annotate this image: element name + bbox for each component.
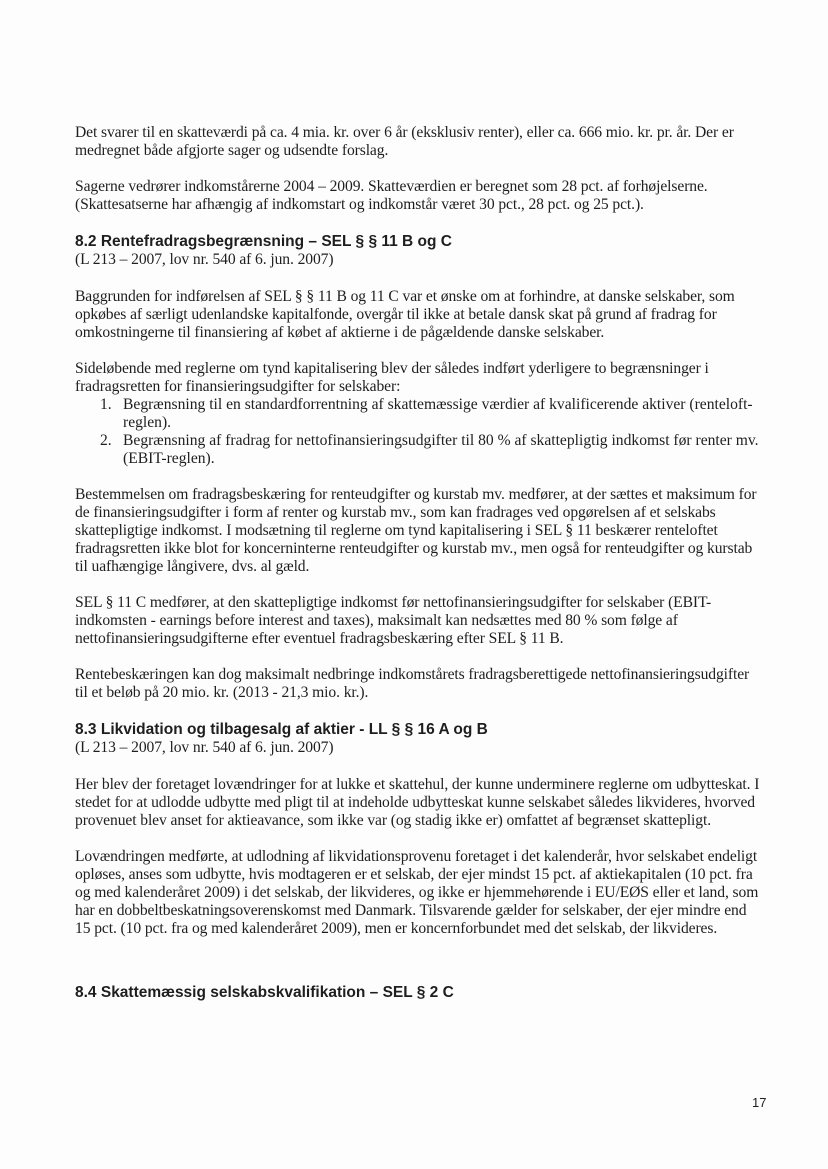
list-item <box>75 432 765 468</box>
section-8-2-heading: 8.2 Rentefradragsbegrænsning – SEL § § 11 B og C <box>75 233 452 250</box>
section-8-2-paragraph-4: SEL § 11 C medfører, at den skattepligtige indkomst før nettofinansieringsudgifter for selskaber (EBIT-indkomsten - earnings before interest and taxes), maksimalt kan nedsættes med 80 % som følge af nettofinansieringsudgifterne efter eventuel fradragsbeskæring efter SEL § 11 B. <box>75 594 712 647</box>
list-item <box>75 396 765 432</box>
page-number: 17 <box>752 1095 767 1110</box>
section-8-3-paragraph-2: Lovændringen medførte, at udlodning af likvidationsprovenu foretaget i det kalenderår, hvor selskabet endeligt opløses, anses som udbytte, hvis modtageren er et selskab, der ejer mindst 15 pct. af aktiekapitalen (10 pct. fra og med kalenderåret 2009) i det selskab, der likvideres, og ikke er hjemmehørende i EU/EØS eller et land, som har en dobbeltbeskatningsoverenskomst med Danmark. Tilsvarende gælder for selskaber, der ejer mindre end 15 pct. (10 pct. fra og med kalenderåret 2009), men er koncernforbundet med det selskab, der likvideres. <box>75 848 759 937</box>
list-item-text: Begrænsning af fradrag for nettofinansieringsudgifter til 80 % af skattepligtig indkomst før renter mv. (EBIT-reglen). <box>123 432 759 467</box>
section-8-2-subheading: (L 213 – 2007, lov nr. 540 af 6. jun. 2007) <box>75 251 334 268</box>
list-item-number: 2. <box>100 432 112 449</box>
section-8-3-paragraph-1: Her blev der foretaget lovændringer for at lukke et skattehul, der kunne underminere reglerne om udbytteskat. I stedet for at udlodde udbytte med pligt til at indeholde udbytteskat kunne selskabet således likvideres, hvorved provenuet blev anset for aktieavance, som ikke var (og stadig ikke er) omfattet af begrænset skattepligt. <box>75 776 760 829</box>
intro-paragraph-1: Det svarer til en skatteværdi på ca. 4 mia. kr. over 6 år (eksklusiv renter), eller ca. 666 mio. kr. pr. år. Der er medregnet både afgjorte sager og udsendte forslag. <box>75 124 734 159</box>
list-item-number: 1. <box>100 396 112 413</box>
section-8-2-paragraph-5: Rentebeskæringen kan dog maksimalt nedbringe indkomstårets fradragsberettigede nettofinansieringsudgifter til et beløb på 20 mio. kr. (2013 - 21,3 mio. kr.). <box>75 666 750 701</box>
intro-paragraph-2: Sagerne vedrører indkomstårerne 2004 – 2009. Skatteværdien er beregnet som 28 pct. af forhøjelserne. (Skattesatserne har afhængig af indkomstart og indkomstår været 30 pct., 28 pct. og 25 pct.). <box>75 178 708 213</box>
section-spacer <box>75 956 765 983</box>
section-8-3-subheading: (L 213 – 2007, lov nr. 540 af 6. jun. 2007) <box>75 739 334 756</box>
list-item-text: Begrænsning til en standardforrentning af skattemæssige værdier af kvalificerende aktiver (renteloft-reglen). <box>123 396 753 431</box>
section-8-2-paragraph-2: Sideløbende med reglerne om tynd kapitalisering blev der således indført yderligere to begrænsninger i fradragsretten for finansieringsudgifter for selskaber: <box>75 360 709 395</box>
limitation-list <box>75 396 765 468</box>
section-8-3-heading: 8.3 Likvidation og tilbagesalg af aktier - LL § § 16 A og B <box>75 721 488 738</box>
section-8-4-heading: 8.4 Skattemæssig selskabskvalifikation – SEL § 2 C <box>75 984 454 1001</box>
section-8-2-paragraph-3: Bestemmelsen om fradragsbeskæring for renteudgifter og kurstab mv. medfører, at der sættes et maksimum for de finansieringsudgifter i form af renter og kurstab mv., som kan fradrages ved opgørelsen af et selskabs skattepligtige indkomst. I modsætning til reglerne om tynd kapitalisering i SEL § 11 beskærer renteloftet fradragsretten ikke blot for koncerninterne renteudgifter og kurstab mv., men også for renteudgifter og kurstab til uafhængige långivere, dvs. al gæld. <box>75 486 757 575</box>
document-body <box>75 124 765 1002</box>
section-8-2-paragraph-1: Baggrunden for indførelsen af SEL § § 11 B og 11 C var et ønske om at forhindre, at danske selskaber, som opkøbes af særligt udenlandske kapitalfonde, overgår til ikke at betale dansk skat på grund af fradrag for omkostningerne til finansiering af købet af aktierne i de pågældende danske selskaber. <box>75 288 735 341</box>
